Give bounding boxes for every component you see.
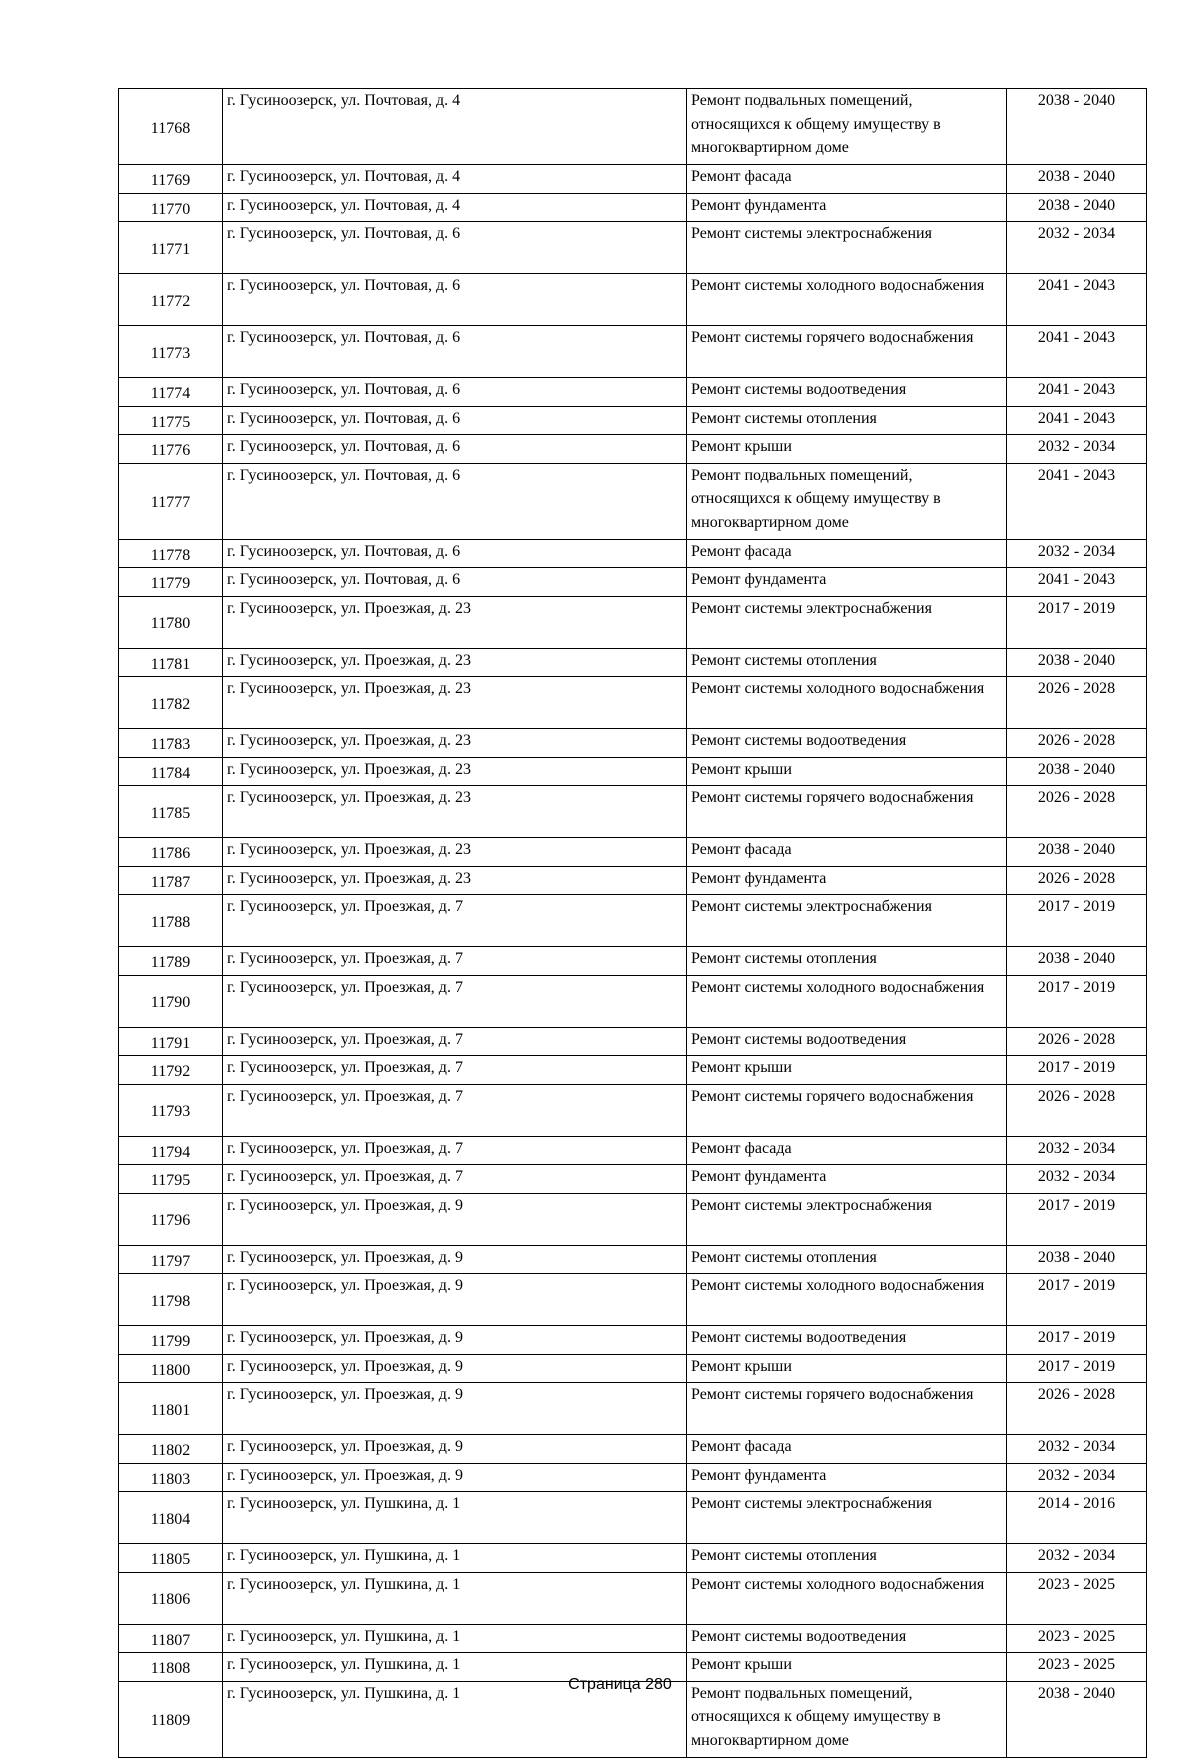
table-row bbox=[119, 1624, 1147, 1653]
address-cell: г. Гусиноозерск, ул. Проезжая, д. 9 bbox=[223, 1463, 687, 1492]
address-cell: г. Гусиноозерск, ул. Пушкина, д. 1 bbox=[223, 1572, 687, 1624]
period-cell: 2017 - 2019 bbox=[1007, 1354, 1147, 1383]
work-type-cell: Ремонт фундамента bbox=[687, 1165, 1007, 1194]
row-number-cell: 11781 bbox=[119, 648, 223, 677]
row-number-cell: 11797 bbox=[119, 1245, 223, 1274]
table-row bbox=[119, 757, 1147, 786]
work-type-cell: Ремонт фасада bbox=[687, 1435, 1007, 1464]
work-type-cell: Ремонт системы электроснабжения bbox=[687, 596, 1007, 648]
period-cell: 2026 - 2028 bbox=[1007, 1383, 1147, 1435]
row-number-cell: 11778 bbox=[119, 539, 223, 568]
period-cell: 2032 - 2034 bbox=[1007, 1435, 1147, 1464]
address-cell: г. Гусиноозерск, ул. Почтовая, д. 4 bbox=[223, 89, 687, 165]
address-cell: г. Гусиноозерск, ул. Почтовая, д. 6 bbox=[223, 274, 687, 326]
table-row bbox=[119, 193, 1147, 222]
period-cell: 2014 - 2016 bbox=[1007, 1492, 1147, 1544]
row-number-cell: 11795 bbox=[119, 1165, 223, 1194]
table-row bbox=[119, 1463, 1147, 1492]
period-cell: 2023 - 2025 bbox=[1007, 1624, 1147, 1653]
row-number-cell: 11789 bbox=[119, 947, 223, 976]
period-cell: 2032 - 2034 bbox=[1007, 1544, 1147, 1573]
address-cell: г. Гусиноозерск, ул. Проезжая, д. 9 bbox=[223, 1354, 687, 1383]
address-cell: г. Гусиноозерск, ул. Проезжая, д. 7 bbox=[223, 1165, 687, 1194]
work-type-cell: Ремонт фундамента bbox=[687, 1463, 1007, 1492]
row-number-cell: 11785 bbox=[119, 786, 223, 838]
address-cell: г. Гусиноозерск, ул. Проезжая, д. 7 bbox=[223, 1084, 687, 1136]
period-cell: 2026 - 2028 bbox=[1007, 866, 1147, 895]
address-cell: г. Гусиноозерск, ул. Пушкина, д. 1 bbox=[223, 1624, 687, 1653]
table-row bbox=[119, 1165, 1147, 1194]
table-row bbox=[119, 222, 1147, 274]
period-cell: 2038 - 2040 bbox=[1007, 1681, 1147, 1757]
table-row bbox=[119, 378, 1147, 407]
work-type-cell: Ремонт подвальных помещений, относящихся к общему имуществу в многоквартирном доме bbox=[687, 1681, 1007, 1757]
table-row bbox=[119, 947, 1147, 976]
row-number-cell: 11788 bbox=[119, 895, 223, 947]
address-cell: г. Гусиноозерск, ул. Проезжая, д. 9 bbox=[223, 1274, 687, 1326]
period-cell: 2017 - 2019 bbox=[1007, 895, 1147, 947]
table-row bbox=[119, 729, 1147, 758]
row-number-cell: 11776 bbox=[119, 435, 223, 464]
table-row bbox=[119, 866, 1147, 895]
work-type-cell: Ремонт системы электроснабжения bbox=[687, 1492, 1007, 1544]
table-row bbox=[119, 165, 1147, 194]
row-number-cell: 11782 bbox=[119, 677, 223, 729]
work-type-cell: Ремонт системы горячего водоснабжения bbox=[687, 326, 1007, 378]
period-cell: 2017 - 2019 bbox=[1007, 1326, 1147, 1355]
address-cell: г. Гусиноозерск, ул. Проезжая, д. 23 bbox=[223, 786, 687, 838]
work-type-cell: Ремонт системы холодного водоснабжения bbox=[687, 1572, 1007, 1624]
address-cell: г. Гусиноозерск, ул. Проезжая, д. 7 bbox=[223, 1027, 687, 1056]
row-number-cell: 11777 bbox=[119, 463, 223, 539]
work-type-cell: Ремонт системы холодного водоснабжения bbox=[687, 677, 1007, 729]
table-row bbox=[119, 463, 1147, 539]
work-type-cell: Ремонт фундамента bbox=[687, 193, 1007, 222]
table-row bbox=[119, 539, 1147, 568]
period-cell: 2041 - 2043 bbox=[1007, 326, 1147, 378]
address-cell: г. Гусиноозерск, ул. Проезжая, д. 7 bbox=[223, 947, 687, 976]
period-cell: 2038 - 2040 bbox=[1007, 947, 1147, 976]
row-number-cell: 11798 bbox=[119, 1274, 223, 1326]
address-cell: г. Гусиноозерск, ул. Проезжая, д. 23 bbox=[223, 757, 687, 786]
table-row bbox=[119, 1435, 1147, 1464]
period-cell: 2023 - 2025 bbox=[1007, 1653, 1147, 1682]
period-cell: 2017 - 2019 bbox=[1007, 1056, 1147, 1085]
table-row bbox=[119, 895, 1147, 947]
table-row bbox=[119, 1354, 1147, 1383]
work-type-cell: Ремонт системы электроснабжения bbox=[687, 895, 1007, 947]
work-type-cell: Ремонт подвальных помещений, относящихся к общему имуществу в многоквартирном доме bbox=[687, 463, 1007, 539]
row-number-cell: 11775 bbox=[119, 406, 223, 435]
row-number-cell: 11769 bbox=[119, 165, 223, 194]
work-type-cell: Ремонт фасада bbox=[687, 165, 1007, 194]
period-cell: 2032 - 2034 bbox=[1007, 222, 1147, 274]
address-cell: г. Гусиноозерск, ул. Проезжая, д. 7 bbox=[223, 1056, 687, 1085]
table-body bbox=[119, 89, 1147, 1758]
table-row bbox=[119, 89, 1147, 165]
table-row bbox=[119, 1056, 1147, 1085]
period-cell: 2032 - 2034 bbox=[1007, 435, 1147, 464]
period-cell: 2041 - 2043 bbox=[1007, 274, 1147, 326]
work-type-cell: Ремонт системы горячего водоснабжения bbox=[687, 786, 1007, 838]
row-number-cell: 11779 bbox=[119, 568, 223, 597]
table-row bbox=[119, 1274, 1147, 1326]
row-number-cell: 11803 bbox=[119, 1463, 223, 1492]
work-type-cell: Ремонт системы горячего водоснабжения bbox=[687, 1084, 1007, 1136]
work-type-cell: Ремонт системы холодного водоснабжения bbox=[687, 274, 1007, 326]
address-cell: г. Гусиноозерск, ул. Почтовая, д. 4 bbox=[223, 193, 687, 222]
address-cell: г. Гусиноозерск, ул. Проезжая, д. 7 bbox=[223, 895, 687, 947]
row-number-cell: 11804 bbox=[119, 1492, 223, 1544]
period-cell: 2038 - 2040 bbox=[1007, 89, 1147, 165]
period-cell: 2017 - 2019 bbox=[1007, 1193, 1147, 1245]
work-type-cell: Ремонт системы отопления bbox=[687, 1245, 1007, 1274]
address-cell: г. Гусиноозерск, ул. Почтовая, д. 6 bbox=[223, 539, 687, 568]
work-type-cell: Ремонт системы водоотведения bbox=[687, 729, 1007, 758]
period-cell: 2038 - 2040 bbox=[1007, 838, 1147, 867]
period-cell: 2032 - 2034 bbox=[1007, 1463, 1147, 1492]
work-type-cell: Ремонт системы горячего водоснабжения bbox=[687, 1383, 1007, 1435]
address-cell: г. Гусиноозерск, ул. Почтовая, д. 4 bbox=[223, 165, 687, 194]
address-cell: г. Гусиноозерск, ул. Проезжая, д. 23 bbox=[223, 866, 687, 895]
address-cell: г. Гусиноозерск, ул. Почтовая, д. 6 bbox=[223, 463, 687, 539]
address-cell: г. Гусиноозерск, ул. Проезжая, д. 9 bbox=[223, 1326, 687, 1355]
work-type-cell: Ремонт фасада bbox=[687, 539, 1007, 568]
work-type-cell: Ремонт системы электроснабжения bbox=[687, 1193, 1007, 1245]
row-number-cell: 11784 bbox=[119, 757, 223, 786]
row-number-cell: 11808 bbox=[119, 1653, 223, 1682]
work-type-cell: Ремонт фасада bbox=[687, 838, 1007, 867]
period-cell: 2041 - 2043 bbox=[1007, 406, 1147, 435]
page-number: Страница 280 bbox=[568, 1676, 672, 1693]
row-number-cell: 11783 bbox=[119, 729, 223, 758]
address-cell: г. Гусиноозерск, ул. Проезжая, д. 9 bbox=[223, 1193, 687, 1245]
row-number-cell: 11786 bbox=[119, 838, 223, 867]
work-type-cell: Ремонт крыши bbox=[687, 435, 1007, 464]
table-row bbox=[119, 838, 1147, 867]
address-cell: г. Гусиноозерск, ул. Проезжая, д. 9 bbox=[223, 1383, 687, 1435]
row-number-cell: 11772 bbox=[119, 274, 223, 326]
table-row bbox=[119, 326, 1147, 378]
work-type-cell: Ремонт системы отопления bbox=[687, 406, 1007, 435]
table-row bbox=[119, 677, 1147, 729]
address-cell: г. Гусиноозерск, ул. Почтовая, д. 6 bbox=[223, 222, 687, 274]
row-number-cell: 11805 bbox=[119, 1544, 223, 1573]
work-type-cell: Ремонт системы водоотведения bbox=[687, 1624, 1007, 1653]
row-number-cell: 11806 bbox=[119, 1572, 223, 1624]
address-cell: г. Гусиноозерск, ул. Проезжая, д. 23 bbox=[223, 677, 687, 729]
table-row bbox=[119, 568, 1147, 597]
period-cell: 2017 - 2019 bbox=[1007, 975, 1147, 1027]
work-type-cell: Ремонт фасада bbox=[687, 1136, 1007, 1165]
address-cell: г. Гусиноозерск, ул. Проезжая, д. 9 bbox=[223, 1435, 687, 1464]
table-row bbox=[119, 1492, 1147, 1544]
period-cell: 2017 - 2019 bbox=[1007, 1274, 1147, 1326]
address-cell: г. Гусиноозерск, ул. Проезжая, д. 7 bbox=[223, 1136, 687, 1165]
repair-schedule-table bbox=[118, 88, 1147, 1758]
table-row bbox=[119, 648, 1147, 677]
period-cell: 2038 - 2040 bbox=[1007, 1245, 1147, 1274]
work-type-cell: Ремонт крыши bbox=[687, 1056, 1007, 1085]
work-type-cell: Ремонт системы отопления bbox=[687, 1544, 1007, 1573]
row-number-cell: 11787 bbox=[119, 866, 223, 895]
address-cell: г. Гусиноозерск, ул. Проезжая, д. 23 bbox=[223, 729, 687, 758]
work-type-cell: Ремонт крыши bbox=[687, 1354, 1007, 1383]
address-cell: г. Гусиноозерск, ул. Проезжая, д. 9 bbox=[223, 1245, 687, 1274]
period-cell: 2026 - 2028 bbox=[1007, 1027, 1147, 1056]
row-number-cell: 11780 bbox=[119, 596, 223, 648]
period-cell: 2032 - 2034 bbox=[1007, 539, 1147, 568]
period-cell: 2038 - 2040 bbox=[1007, 648, 1147, 677]
period-cell: 2032 - 2034 bbox=[1007, 1165, 1147, 1194]
row-number-cell: 11793 bbox=[119, 1084, 223, 1136]
period-cell: 2041 - 2043 bbox=[1007, 378, 1147, 407]
period-cell: 2041 - 2043 bbox=[1007, 463, 1147, 539]
table-row bbox=[119, 1326, 1147, 1355]
table-row bbox=[119, 406, 1147, 435]
work-type-cell: Ремонт системы отопления bbox=[687, 947, 1007, 976]
row-number-cell: 11768 bbox=[119, 89, 223, 165]
period-cell: 2038 - 2040 bbox=[1007, 193, 1147, 222]
row-number-cell: 11791 bbox=[119, 1027, 223, 1056]
address-cell: г. Гусиноозерск, ул. Почтовая, д. 6 bbox=[223, 406, 687, 435]
address-cell: г. Гусиноозерск, ул. Пушкина, д. 1 bbox=[223, 1681, 687, 1757]
period-cell: 2026 - 2028 bbox=[1007, 786, 1147, 838]
period-cell: 2017 - 2019 bbox=[1007, 596, 1147, 648]
table-row bbox=[119, 1544, 1147, 1573]
row-number-cell: 11773 bbox=[119, 326, 223, 378]
address-cell: г. Гусиноозерск, ул. Проезжая, д. 23 bbox=[223, 648, 687, 677]
table-row bbox=[119, 1572, 1147, 1624]
row-number-cell: 11801 bbox=[119, 1383, 223, 1435]
address-cell: г. Гусиноозерск, ул. Пушкина, д. 1 bbox=[223, 1544, 687, 1573]
period-cell: 2032 - 2034 bbox=[1007, 1136, 1147, 1165]
address-cell: г. Гусиноозерск, ул. Пушкина, д. 1 bbox=[223, 1653, 687, 1682]
table-row bbox=[119, 975, 1147, 1027]
table-row bbox=[119, 1027, 1147, 1056]
period-cell: 2038 - 2040 bbox=[1007, 165, 1147, 194]
work-type-cell: Ремонт системы водоотведения bbox=[687, 378, 1007, 407]
period-cell: 2041 - 2043 bbox=[1007, 568, 1147, 597]
address-cell: г. Гусиноозерск, ул. Проезжая, д. 7 bbox=[223, 975, 687, 1027]
work-type-cell: Ремонт системы холодного водоснабжения bbox=[687, 1274, 1007, 1326]
table-row bbox=[119, 596, 1147, 648]
table-row bbox=[119, 274, 1147, 326]
table-row bbox=[119, 435, 1147, 464]
row-number-cell: 11796 bbox=[119, 1193, 223, 1245]
period-cell: 2038 - 2040 bbox=[1007, 757, 1147, 786]
address-cell: г. Гусиноозерск, ул. Пушкина, д. 1 bbox=[223, 1492, 687, 1544]
row-number-cell: 11774 bbox=[119, 378, 223, 407]
work-type-cell: Ремонт системы отопления bbox=[687, 648, 1007, 677]
work-type-cell: Ремонт системы электроснабжения bbox=[687, 222, 1007, 274]
row-number-cell: 11802 bbox=[119, 1435, 223, 1464]
address-cell: г. Гусиноозерск, ул. Проезжая, д. 23 bbox=[223, 838, 687, 867]
period-cell: 2026 - 2028 bbox=[1007, 729, 1147, 758]
address-cell: г. Гусиноозерск, ул. Почтовая, д. 6 bbox=[223, 568, 687, 597]
row-number-cell: 11792 bbox=[119, 1056, 223, 1085]
table-row bbox=[119, 786, 1147, 838]
address-cell: г. Гусиноозерск, ул. Почтовая, д. 6 bbox=[223, 435, 687, 464]
work-type-cell: Ремонт системы холодного водоснабжения bbox=[687, 975, 1007, 1027]
work-type-cell: Ремонт крыши bbox=[687, 757, 1007, 786]
work-type-cell: Ремонт фундамента bbox=[687, 568, 1007, 597]
row-number-cell: 11809 bbox=[119, 1681, 223, 1757]
table-row bbox=[119, 1084, 1147, 1136]
work-type-cell: Ремонт подвальных помещений, относящихся к общему имуществу в многоквартирном доме bbox=[687, 89, 1007, 165]
work-type-cell: Ремонт системы водоотведения bbox=[687, 1027, 1007, 1056]
period-cell: 2026 - 2028 bbox=[1007, 677, 1147, 729]
work-type-cell: Ремонт фундамента bbox=[687, 866, 1007, 895]
row-number-cell: 11800 bbox=[119, 1354, 223, 1383]
work-type-cell: Ремонт крыши bbox=[687, 1653, 1007, 1682]
period-cell: 2023 - 2025 bbox=[1007, 1572, 1147, 1624]
row-number-cell: 11807 bbox=[119, 1624, 223, 1653]
table-row bbox=[119, 1245, 1147, 1274]
row-number-cell: 11794 bbox=[119, 1136, 223, 1165]
table-row bbox=[119, 1193, 1147, 1245]
table-row bbox=[119, 1383, 1147, 1435]
period-cell: 2026 - 2028 bbox=[1007, 1084, 1147, 1136]
row-number-cell: 11790 bbox=[119, 975, 223, 1027]
row-number-cell: 11771 bbox=[119, 222, 223, 274]
table-row bbox=[119, 1136, 1147, 1165]
work-type-cell: Ремонт системы водоотведения bbox=[687, 1326, 1007, 1355]
row-number-cell: 11770 bbox=[119, 193, 223, 222]
address-cell: г. Гусиноозерск, ул. Проезжая, д. 23 bbox=[223, 596, 687, 648]
address-cell: г. Гусиноозерск, ул. Почтовая, д. 6 bbox=[223, 378, 687, 407]
row-number-cell: 11799 bbox=[119, 1326, 223, 1355]
address-cell: г. Гусиноозерск, ул. Почтовая, д. 6 bbox=[223, 326, 687, 378]
